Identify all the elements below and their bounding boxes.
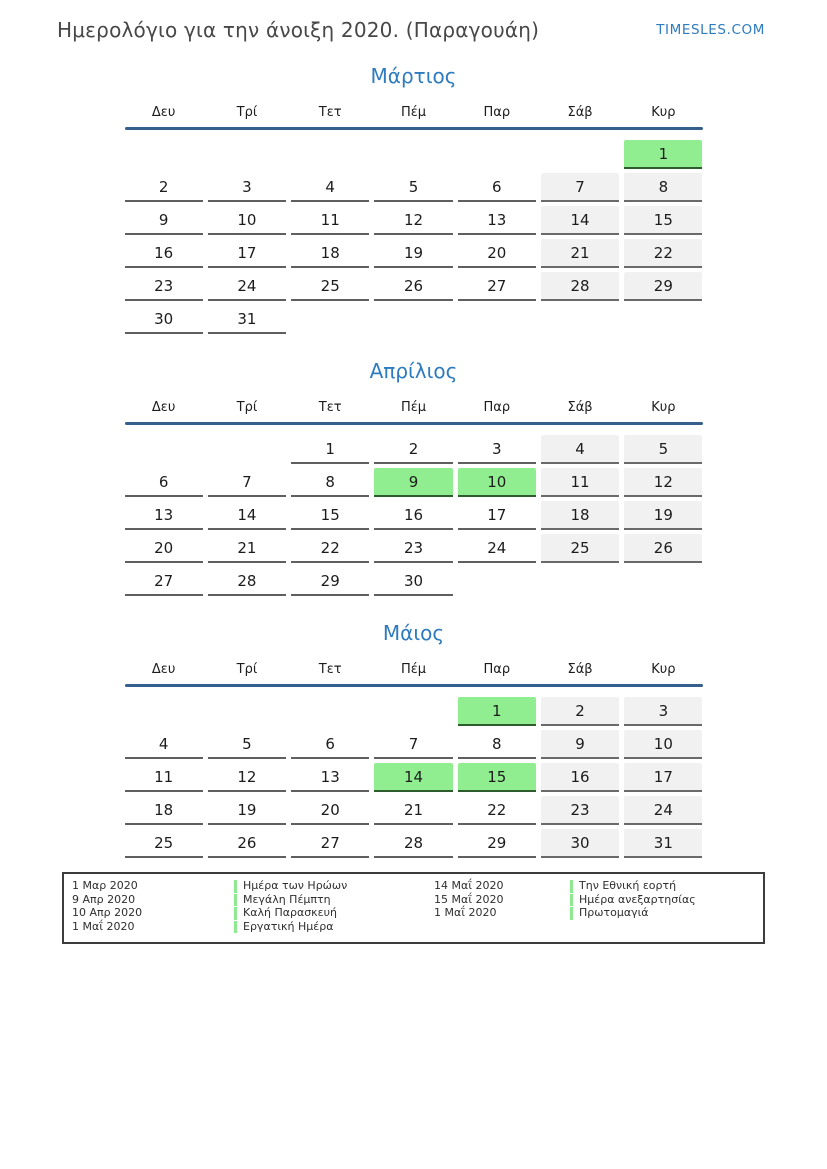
empty-cell — [374, 140, 452, 169]
day-cell: 22 — [458, 796, 536, 825]
weekday-label: Τετ — [318, 105, 342, 120]
day-cell: 23 — [374, 534, 452, 563]
day-cell: 23 — [125, 272, 203, 301]
day-cell: 3 — [624, 697, 702, 726]
day-cell: 10 — [208, 206, 286, 235]
day-cell: 28 — [374, 829, 452, 858]
empty-cell — [624, 305, 702, 334]
day-cell: 5 — [624, 435, 702, 464]
day-cell: 6 — [125, 468, 203, 497]
weekday-label: Κυρ — [651, 105, 676, 120]
weekday-label: Δευ — [151, 400, 176, 415]
day-cell: 22 — [291, 534, 369, 563]
day-cell: 18 — [125, 796, 203, 825]
site-link[interactable]: TIMESLES.COM — [656, 22, 765, 38]
day-cell: 1 — [291, 435, 369, 464]
month-3 — [125, 621, 703, 858]
empty-cell — [291, 140, 369, 169]
day-cell: 22 — [624, 239, 702, 268]
weekday-label: Δευ — [151, 105, 176, 120]
weekday-underline — [125, 127, 703, 130]
legend-date: 9 Απρ 2020 — [72, 892, 136, 906]
weekday-label: Πέμ — [400, 400, 427, 415]
day-cell: 27 — [291, 829, 369, 858]
day-cell: 23 — [541, 796, 619, 825]
day-cell: 21 — [541, 239, 619, 268]
weekday-label: Σάβ — [567, 662, 593, 677]
legend-grid — [72, 880, 755, 933]
day-cell: 24 — [458, 534, 536, 563]
weekday-label: Δευ — [151, 662, 176, 677]
day-cell: 26 — [374, 272, 452, 301]
day-cell: 19 — [624, 501, 702, 530]
empty-cell — [291, 697, 369, 726]
legend-date: 1 Μαρ 2020 — [72, 879, 138, 892]
day-cell: 17 — [624, 763, 702, 792]
day-cell: 8 — [624, 173, 702, 202]
day-cell: 15 — [291, 501, 369, 530]
day-cell: 14 — [541, 206, 619, 235]
day-cell: 7 — [374, 730, 452, 759]
day-cell: 3 — [208, 173, 286, 202]
empty-cell — [541, 567, 619, 596]
day-cell: 5 — [208, 730, 286, 759]
empty-cell — [458, 305, 536, 334]
weekday-header-row — [125, 400, 703, 415]
day-cell: 29 — [458, 829, 536, 858]
day-cell: 1 — [458, 697, 536, 726]
day-cell: 4 — [125, 730, 203, 759]
month-title: Απρίλιος — [369, 359, 458, 383]
day-cell: 1 — [624, 140, 702, 169]
day-cell: 6 — [291, 730, 369, 759]
day-cell: 26 — [624, 534, 702, 563]
legend-date: 15 Μαΐ 2020 — [434, 892, 504, 906]
empty-cell — [624, 567, 702, 596]
empty-cell — [208, 435, 286, 464]
empty-cell — [125, 697, 203, 726]
legend-box — [62, 872, 765, 944]
day-cell: 8 — [291, 468, 369, 497]
legend-holiday-name: Πρωτομαγιά — [570, 907, 755, 920]
day-cell: 20 — [125, 534, 203, 563]
day-cell: 17 — [208, 239, 286, 268]
day-cell: 2 — [125, 173, 203, 202]
legend-date: 14 Μαΐ 2020 — [434, 879, 504, 892]
day-cell: 13 — [125, 501, 203, 530]
legend-holiday-name — [570, 921, 755, 934]
empty-cell — [125, 140, 203, 169]
day-cell: 31 — [208, 305, 286, 334]
day-cell: 28 — [208, 567, 286, 596]
weekday-header-row — [125, 662, 703, 677]
empty-cell — [541, 140, 619, 169]
day-cell: 4 — [291, 173, 369, 202]
day-cell: 8 — [458, 730, 536, 759]
day-cell: 15 — [624, 206, 702, 235]
day-cell: 16 — [374, 501, 452, 530]
month-1 — [125, 64, 703, 334]
day-cell: 24 — [208, 272, 286, 301]
weekday-label: Σάβ — [567, 400, 593, 415]
day-cell: 24 — [624, 796, 702, 825]
day-grid — [125, 435, 703, 596]
day-cell: 27 — [125, 567, 203, 596]
day-cell: 9 — [541, 730, 619, 759]
weekday-label: Πέμ — [400, 105, 427, 120]
page-header — [0, 0, 827, 42]
legend-holiday-name: Ημέρα ανεξαρτησίας — [570, 894, 755, 907]
empty-cell — [458, 567, 536, 596]
legend-date: 10 Απρ 2020 — [72, 906, 143, 919]
day-cell: 2 — [374, 435, 452, 464]
weekday-label: Τρί — [236, 400, 258, 415]
day-cell: 20 — [291, 796, 369, 825]
day-cell: 13 — [291, 763, 369, 792]
empty-cell — [125, 435, 203, 464]
day-cell: 12 — [208, 763, 286, 792]
day-grid — [125, 140, 703, 334]
weekday-underline — [125, 684, 703, 687]
day-cell: 30 — [541, 829, 619, 858]
day-cell: 29 — [624, 272, 702, 301]
day-cell: 11 — [541, 468, 619, 497]
legend-date: 1 Μαΐ 2020 — [434, 906, 497, 919]
weekday-label: Τετ — [318, 662, 342, 677]
month-title: Μάιος — [382, 621, 445, 645]
page-title: Ημερολόγιο για την άνοιξη 2020. (Παραγουάη) — [57, 18, 540, 42]
day-cell: 14 — [208, 501, 286, 530]
day-cell: 13 — [458, 206, 536, 235]
weekday-label: Κυρ — [651, 400, 676, 415]
day-cell: 21 — [374, 796, 452, 825]
day-cell: 9 — [125, 206, 203, 235]
day-cell: 5 — [374, 173, 452, 202]
day-cell: 31 — [624, 829, 702, 858]
day-cell: 21 — [208, 534, 286, 563]
month-2 — [125, 359, 703, 596]
legend-holiday-name: Ημέρα των Ηρώων — [234, 880, 434, 893]
legend-date: 1 Μαΐ 2020 — [72, 919, 135, 933]
empty-cell — [374, 697, 452, 726]
weekday-label: Σάβ — [567, 105, 593, 120]
day-cell: 9 — [374, 468, 452, 497]
weekday-label: Κυρ — [651, 662, 676, 677]
legend-holiday-name: Μεγάλη Πέμπτη — [234, 894, 434, 907]
day-cell: 29 — [291, 567, 369, 596]
day-cell: 3 — [458, 435, 536, 464]
weekday-underline — [125, 422, 703, 425]
day-cell: 11 — [291, 206, 369, 235]
day-cell: 20 — [458, 239, 536, 268]
empty-cell — [541, 305, 619, 334]
day-grid — [125, 697, 703, 858]
legend-holiday-name: Εργατική Ημέρα — [234, 921, 434, 934]
day-cell: 4 — [541, 435, 619, 464]
legend-date — [434, 921, 570, 934]
day-cell: 30 — [125, 305, 203, 334]
weekday-header-row — [125, 105, 703, 120]
empty-cell — [291, 305, 369, 334]
day-cell: 10 — [624, 730, 702, 759]
weekday-label: Τρί — [236, 662, 258, 677]
day-cell: 19 — [208, 796, 286, 825]
day-cell: 16 — [125, 239, 203, 268]
month-title: Μάρτιος — [370, 64, 457, 88]
day-cell: 25 — [291, 272, 369, 301]
day-cell: 15 — [458, 763, 536, 792]
day-cell: 16 — [541, 763, 619, 792]
empty-cell — [208, 140, 286, 169]
empty-cell — [208, 697, 286, 726]
day-cell: 7 — [208, 468, 286, 497]
weekday-label: Τρί — [236, 105, 258, 120]
day-cell: 18 — [291, 239, 369, 268]
empty-cell — [458, 140, 536, 169]
day-cell: 14 — [374, 763, 452, 792]
day-cell: 10 — [458, 468, 536, 497]
day-cell: 2 — [541, 697, 619, 726]
day-cell: 17 — [458, 501, 536, 530]
day-cell: 26 — [208, 829, 286, 858]
weekday-label: Πέμ — [400, 662, 427, 677]
day-cell: 18 — [541, 501, 619, 530]
legend-holiday-name: Καλή Παρασκευή — [234, 907, 434, 920]
day-cell: 6 — [458, 173, 536, 202]
day-cell: 7 — [541, 173, 619, 202]
day-cell: 25 — [125, 829, 203, 858]
legend-holiday-name: Την Εθνική εορτή — [570, 880, 755, 893]
day-cell: 12 — [374, 206, 452, 235]
day-cell: 30 — [374, 567, 452, 596]
day-cell: 11 — [125, 763, 203, 792]
weekday-label: Τετ — [318, 400, 342, 415]
day-cell: 28 — [541, 272, 619, 301]
empty-cell — [374, 305, 452, 334]
calendar-months — [125, 64, 703, 858]
day-cell: 27 — [458, 272, 536, 301]
weekday-label: Παρ — [483, 662, 511, 677]
day-cell: 25 — [541, 534, 619, 563]
day-cell: 12 — [624, 468, 702, 497]
weekday-label: Παρ — [483, 105, 511, 120]
day-cell: 19 — [374, 239, 452, 268]
weekday-label: Παρ — [483, 400, 511, 415]
